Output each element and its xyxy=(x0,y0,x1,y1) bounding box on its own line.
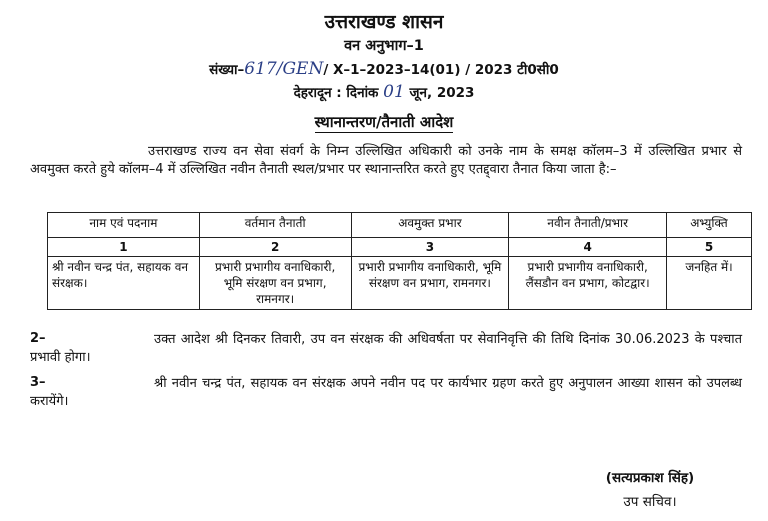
date-suffix: जून, 2023 xyxy=(409,85,475,101)
cell-name: श्री नवीन चन्द्र पंत, सहायक वन संरक्षक। xyxy=(48,257,200,310)
transfer-table xyxy=(47,212,752,310)
government-heading: उत्तराखण्ड शासन xyxy=(324,11,444,33)
intro-paragraph: उत्तराखण्ड राज्य वन सेवा संवर्ग के निम्न उल्लिखित अधिकारी को उनके नाम के समक्ष कॉलम–3 में उल्लिखित प्रभार से अवमुक्त करते हुये कॉलम–4 में उल्लिखित नवीन तैनाती स्थल/प्रभार पर स्थानान्तरित करते हुए एतद्द्वारा तैनात किया जाता है:– xyxy=(30,144,742,177)
date-handwritten: 01 xyxy=(383,82,405,102)
header-name: नाम एवं पदनाम xyxy=(48,213,200,238)
table-header-row xyxy=(48,213,752,238)
signatory-name: (सत्यप्रकाश सिंह) xyxy=(605,470,695,486)
cell-new-posting: प्रभारी प्रभागीय वनाधिकारी, लैंसडौन वन प्रभाग, कोटद्वार। xyxy=(509,257,667,310)
date-line xyxy=(0,82,768,102)
col-number: 2 xyxy=(199,238,351,257)
cell-remarks: जनहित में। xyxy=(667,257,752,310)
table-row xyxy=(48,257,752,310)
cell-relieved-charge: प्रभारी प्रभागीय वनाधिकारी, भूमि संरक्षण वन प्रभाग, रामनगर। xyxy=(351,257,509,310)
col-number: 5 xyxy=(667,238,752,257)
col-number: 1 xyxy=(48,238,200,257)
order-title: स्थानान्तरण/तैनाती आदेश xyxy=(314,113,454,131)
cell-current-posting: प्रभारी प्रभागीय वनाधिकारी, भूमि संरक्षण वन प्रभाग, रामनगर। xyxy=(199,257,351,310)
col-number: 4 xyxy=(509,238,667,257)
header-current-posting: वर्तमान तैनाती xyxy=(199,213,351,238)
department-heading: वन अनुभाग–1 xyxy=(344,38,424,54)
signatory-designation: उप सचिव। xyxy=(623,494,677,510)
reference-suffix: / X–1–2023–14(01) / 2023 टी0सी0 xyxy=(323,62,559,78)
header-new-posting: नवीन तैनाती/प्रभार xyxy=(509,213,667,238)
header-remarks: अभ्युक्ति xyxy=(667,213,752,238)
col-number: 3 xyxy=(351,238,509,257)
reference-prefix: संख्या– xyxy=(209,62,245,78)
date-prefix: देहरादून : दिनांक xyxy=(293,85,379,101)
table-number-row xyxy=(48,238,752,257)
para2-text: उक्त आदेश श्री दिनकर तिवारी, उप वन संरक्षक की अधिवर्षता पर सेवानिवृत्ति की तिथि दिनांक 30.06.2023 के पश्चात प्रभावी होगा। xyxy=(30,332,742,365)
header-relieved-charge: अवमुक्त प्रभार xyxy=(351,213,509,238)
para3-text: श्री नवीन चन्द्र पंत, सहायक वन संरक्षक अपने नवीन पद पर कार्यभार ग्रहण करते हुए अनुपालन आख्या शासन को उपलब्ध करायेंगे। xyxy=(30,376,742,409)
para3-label: 3– xyxy=(30,375,46,390)
para2-label: 2– xyxy=(30,331,46,346)
reference-handwritten: 617/GEN xyxy=(244,59,324,79)
reference-number xyxy=(0,59,768,79)
